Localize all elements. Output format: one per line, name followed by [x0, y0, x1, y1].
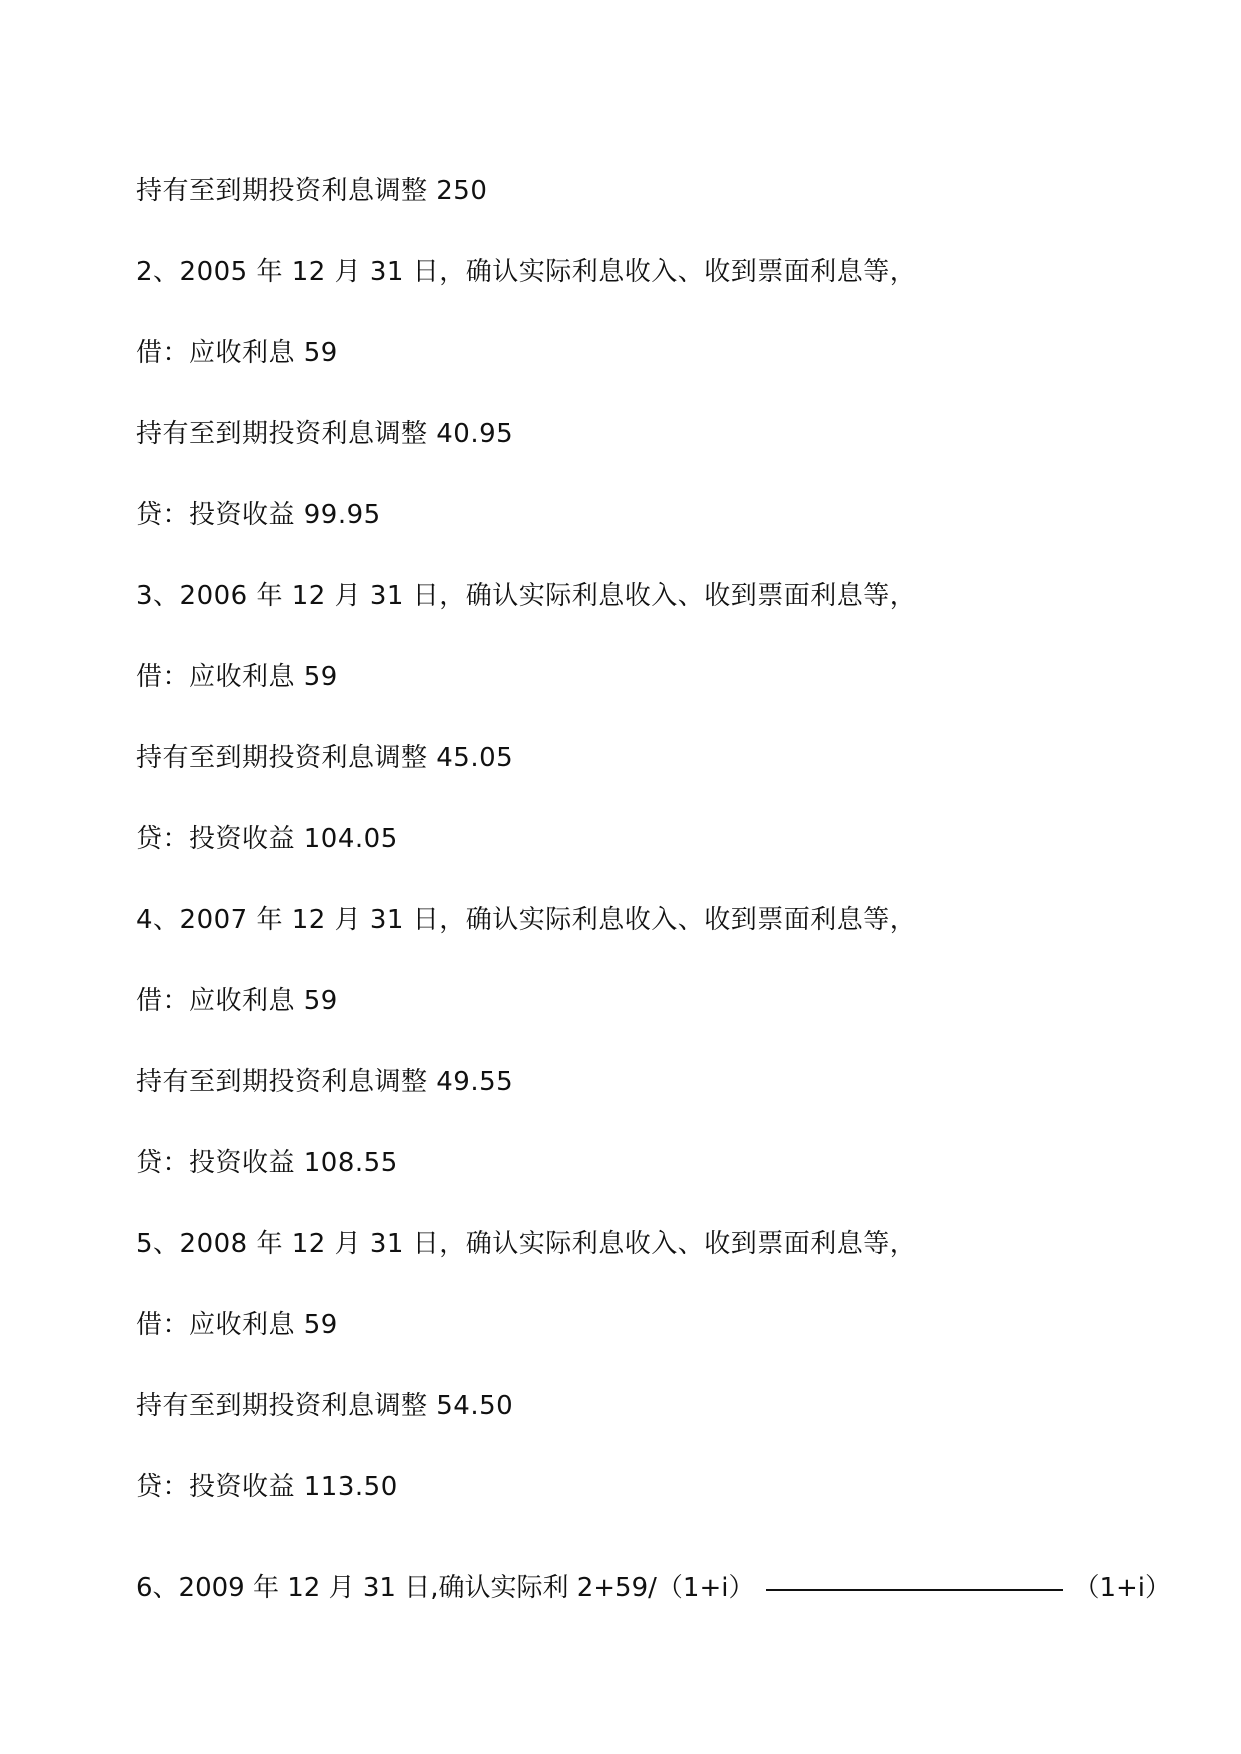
text-line: 持有至到期投资利息调整 45.05 [136, 743, 514, 773]
text-line: 3、2006 年 12 月 31 日，确认实际利息收入、收到票面利息等， [136, 581, 917, 611]
text-line: 持有至到期投资利息调整 54.50 [136, 1391, 514, 1421]
text-line: 5、2008 年 12 月 31 日，确认实际利息收入、收到票面利息等， [136, 1229, 917, 1259]
text-line: 贷：投资收益 113.50 [136, 1472, 398, 1502]
text-line: 借：应收利息 59 [136, 1310, 338, 1340]
text-line: 借：应收利息 59 [136, 662, 338, 692]
text-line: 持有至到期投资利息调整 40.95 [136, 419, 514, 449]
text-line: 贷：投资收益 108.55 [136, 1148, 398, 1178]
text-line: 贷：投资收益 104.05 [136, 824, 398, 854]
text-line: 贷：投资收益 99.95 [136, 500, 381, 530]
formula-left-text: 6、2009 年 12 月 31 日,确认实际利 2+59/（1+i） [136, 1573, 755, 1603]
text-line: 4、2007 年 12 月 31 日，确认实际利息收入、收到票面利息等， [136, 905, 917, 935]
formula-right-text: （1+i） [1073, 1573, 1172, 1603]
text-line: 借：应收利息 59 [136, 338, 338, 368]
text-line: 2、2005 年 12 月 31 日，确认实际利息收入、收到票面利息等， [136, 257, 917, 287]
text-line: 借：应收利息 59 [136, 986, 338, 1016]
formula-line [136, 1571, 1171, 1605]
text-line: 持有至到期投资利息调整 250 [136, 176, 488, 206]
text-line: 持有至到期投资利息调整 49.55 [136, 1067, 514, 1097]
fraction-rule [766, 1589, 1063, 1591]
